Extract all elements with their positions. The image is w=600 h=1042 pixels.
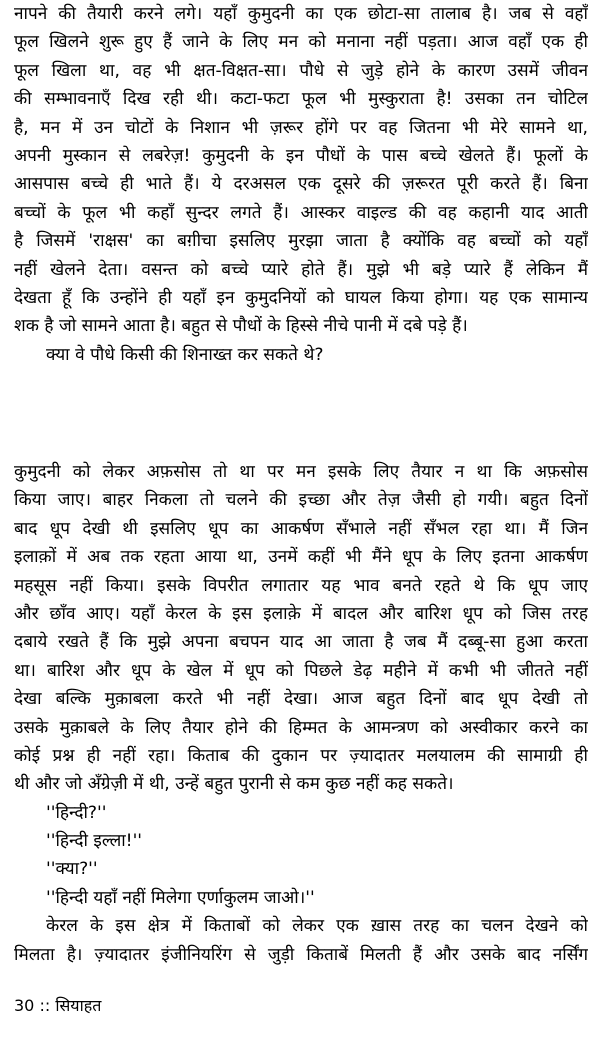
text-line: बच्चों के फूल भी कहाँ सुन्दर लगते हैं। आस्कर वाइल्ड की वह कहानी याद आती [14,202,588,223]
text-line: कुमुदनी को लेकर अफ़सोस तो था पर मन इसके लिए तैयार न था कि अफ़सोस [14,462,588,482]
text-line: है, मन में उन चोटों के निशान भी ज़रूर होंगे पर वह जितना भी मेरे सामने था, [14,117,588,138]
text-line: इलाक़ों में अब तक रहता आया था, उनमें कहीं भी मैंने धूप के लिए इतना आकर्षण [14,547,588,568]
text-line: मिलता है। ज़्यादातर इंजीनियरिंग से जुड़ी किताबें मिलती हैं और उसके बाद नर्सिंग [14,944,588,965]
text-line: था। बारिश और धूप के खेल में धूप को पिछले डेढ़ महीने में कभी भी जीतते नहीं [14,660,588,681]
text-line: नापने की तैयारी करने लगे। यहाँ कुमुदनी का एक छोटा-सा तालाब है। जब से वहाँ [14,4,588,24]
book-title: सियाहत [55,996,102,1015]
footer-separator: :: [39,996,51,1015]
text-line: फूल खिला था, वह भी क्षत-विक्षत-सा। पौधे से जुड़े होने के कारण उसमें जीवन [14,60,588,81]
dialogue-line: ''हिन्दी?'' [46,802,107,823]
text-line: देखता हूँ कि उन्होंने ही यहाँ इन कुमुदनियों को घायल किया होगा। यह एक सामान्य [14,287,588,308]
text-line: बाद धूप देखी थी इसलिए धूप का आकर्षण सँभाले नहीं सँभल रहा था। मैं जिन [14,518,588,539]
text-line: अपनी मुस्कान से लबरेज़! कुमुदनी के इन पौधों के पास बच्चे खेलते हैं। फूलों के [14,145,588,166]
dialogue-line: ''क्या?'' [46,859,98,880]
text-line: आसपास बच्चे ही भाते हैं। ये दरअसल एक दूसरे की ज़रूरत पूरी करते हैं। बिना [14,174,588,195]
page-number: 30 [14,996,35,1015]
text-line: थी और जो अँग्रेज़ी में थी, उन्हें बहुत पुरानी से कम कुछ नहीं कह सकते। [14,774,454,795]
text-line: दबाये रखते हैं कि मुझे अपना बचपन याद आ जाता है जब मैं दब्बू-सा हुआ करता [14,632,588,653]
paragraph-1 [14,0,588,369]
dialogue-line: ''हिन्दी इल्ला!'' [46,831,143,852]
question-line: क्या वे पौधे किसी की शिनाख्त कर सकते थे? [46,344,324,365]
text-line: शक है जो सामने आता है। बहुत से पौधों के हिस्से नीचे पानी में दबे पड़े हैं। [14,316,468,337]
dialogue-line: ''हिन्दी यहाँ नहीं मिलेगा एर्णाकुलम जाओ।'' [46,887,315,908]
text-line: उसके मुक़ाबले के लिए तैयार होने की हिम्मत के आमन्त्रण को अस्वीकार करने का [14,717,588,738]
text-line: फूल खिलने शुरू हुए हैं जाने के लिए मन को मनाना नहीं पड़ता। आज वहाँ एक ही [14,32,588,53]
text-line: नहीं खेलने देता। वसन्त को बच्चे प्यारे होते हैं। मुझे भी बड़े प्यारे हैं लेकिन मैं [14,259,588,280]
text-line: महसूस नहीं किया। इसके विपरीत लगातार यह भाव बनते रहते थे कि धूप जाए [14,575,588,596]
page-footer [14,994,101,1018]
text-line: है जिसमें 'राक्षस' का बग़ीचा इसलिए मुरझा जाता है क्योंकि वह बच्चों को यहाँ [14,231,588,252]
text-line: किया जाए। बाहर निकला तो चलने की इच्छा और तेज़ जैसी हो गयी। बहुत दिनों [14,490,588,511]
text-line: और छाँव आए। यहाँ केरल के इस इलाक़े में बादल और बारिश धूप को जिस तरह [14,603,588,624]
text-line: कोई प्रश्न ही नहीं रहा। किताब की दुकान पर ज़्यादातर मलयालम की सामाग्री ही [14,745,588,766]
paragraph-2 [14,458,588,969]
text-line: केरल के इस क्षेत्र में किताबों को लेकर एक ख़ास तरह का चलन देखने को [46,916,588,937]
text-line: देखा बल्कि मुक़ाबला करते भी नहीं देखा। आज बहुत दिनों बाद धूप देखी तो [14,689,588,710]
text-line: की सम्भावनाएँ दिख रही थी। कटा-फटा फूल भी मुस्कुराता है! उसका तन चोटिल [14,89,588,110]
